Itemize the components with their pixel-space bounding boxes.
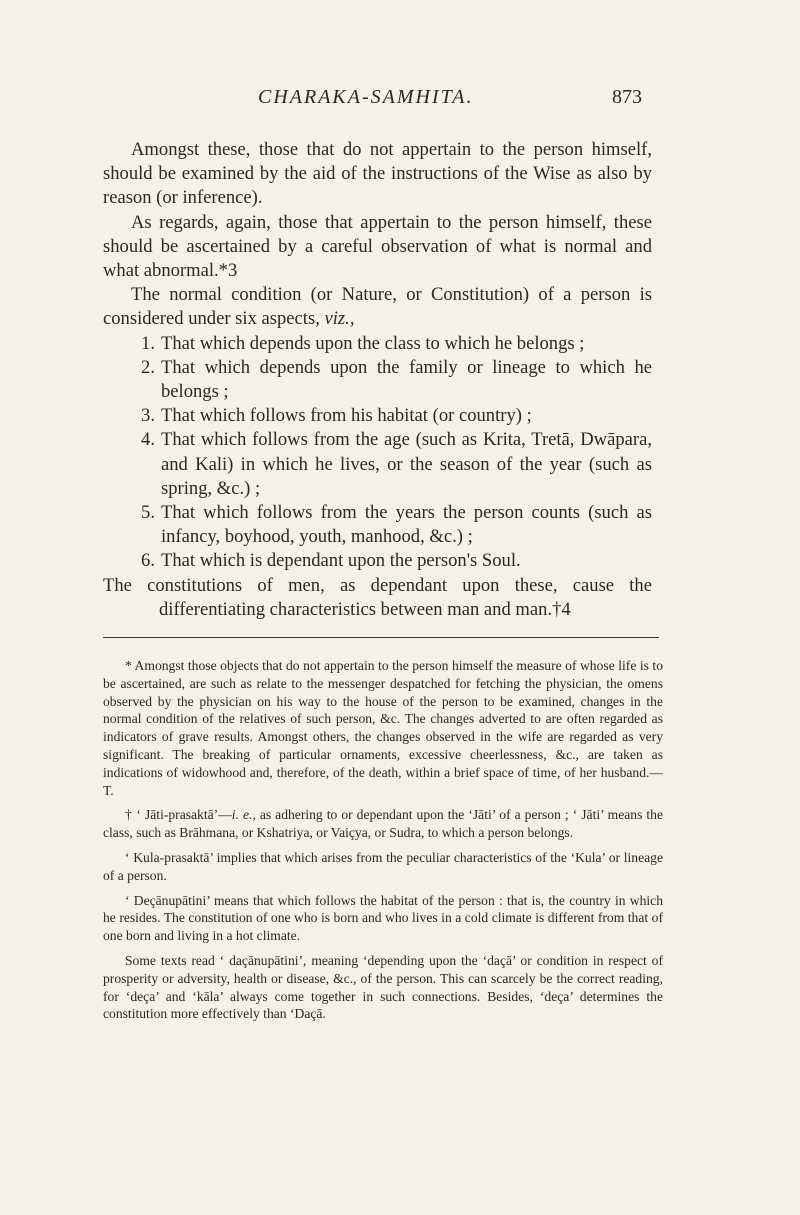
list-item-number: 4. — [141, 429, 155, 451]
list-item — [103, 428, 652, 501]
footnotes — [103, 657, 663, 1030]
page-header — [0, 86, 800, 116]
footnote-2 — [103, 806, 663, 842]
footnote-4: ‘ Deçānupātini’ means that which follows the habitat of the person : that is, the country in which he resides. The constitution of one who is born and who lives in a cold climate is different from that of one born and living in a hot climate. — [103, 892, 663, 944]
footnote-mark-1: *3 — [218, 260, 238, 282]
paragraph-2 — [103, 211, 652, 284]
list-item-number: 2. — [141, 356, 155, 378]
footnote-mark-2: †4 — [552, 598, 571, 620]
paragraph-3-text: The normal condition (or Nature, or Constitution) of a person is considered under six aspects, — [103, 284, 652, 330]
list-item — [103, 356, 652, 404]
paragraph-1: Amongst these, those that do not appertain to the person himself, should be examined by the aid of the instructions of the Wise as also by reason (or inference). — [103, 139, 652, 209]
main-text — [103, 138, 652, 622]
list-item-number: 5. — [141, 502, 155, 524]
ie-abbrev: i. e., — [231, 807, 256, 823]
list-item — [103, 332, 652, 356]
footnote-5: Some texts read ‘ daçānupātini’, meaning ‘depending upon the ‘daçā’ or condition in respect of prosperity or adversity, health or disease, &c., of the person. This can scarcely be the correct reading, for ‘deça’ and ‘kāla’ always come together in such connections. Besides, ‘deça’ determines the constitution more effectively than ‘Daçā. — [103, 952, 663, 1022]
list-item-text: That which follows from his habitat (or country) ; — [161, 405, 532, 427]
list-item-text: That which follows from the years the person counts (such as infancy, boyhood, youth, manhood, &c.) ; — [161, 502, 652, 548]
footnote-rule — [103, 637, 659, 638]
list-item-text: That which follows from the age (such as Krita, Tretā, Dwāpara, and Kali) in which he lives, or the season of the year (such as spring, &c.) ; — [161, 429, 652, 499]
list-item — [103, 501, 652, 549]
list-item-number: 3. — [141, 405, 155, 427]
list-item-text: That which depends upon the class to which he belongs ; — [161, 332, 585, 354]
list-item — [103, 404, 652, 428]
list-item-number: 1. — [141, 332, 155, 354]
conclusion-paragraph — [103, 574, 652, 622]
paragraph-2-text: As regards, again, those that appertain to the person himself, these should be ascertained by a careful observation of what is normal and what abnormal. — [103, 211, 652, 282]
list-item-text: That which is dependant upon the person's Soul. — [161, 550, 521, 572]
list-item — [103, 549, 652, 573]
footnote-2-text: as adhering to or dependant upon the ‘Jāti’ of a person ; ‘ Jāti’ means the class, such as Brāhmana, or Kshatriya, or Vaiçya, or Sudra, to which a person belongs. — [103, 807, 664, 841]
footnote-3: ‘ Kula-prasaktā’ implies that which arises from the peculiar characteristics of the ‘Kula’ or lineage of a person. — [103, 849, 663, 883]
list-item-number: 6. — [141, 550, 155, 572]
footnote-1: * Amongst those objects that do not appertain to the person himself the measure of whose life is to be ascertained, are such as relate to the messenger despatched for fetching the physician, the omens observed by the physician on his way to the house of the person to be examined, changes in the normal condition of the relatives of such person, &c. The changes adverted to are often regarded as indicators of grave results. Amongst others, the changes observed in the wife are regarded as very significant. The breaking of particular ornaments, excessive cheerlessness, &c., are taken as indications of widowhood and, therefore, of the death, within a brief space of time, of her husband.—T. — [103, 658, 663, 798]
aspects-list — [103, 332, 652, 574]
page-number: 873 — [612, 86, 642, 108]
list-item-text: That which depends upon the family or lineage to which he belongs ; — [161, 356, 652, 403]
paragraph-3 — [103, 283, 652, 331]
footnote-2-lead: † ‘ Jāti-prasaktā’— — [125, 807, 232, 823]
conclusion-text: The constitutions of men, as dependant upon these, cause the differentiating characteristics between man and man. — [103, 574, 652, 620]
running-head: CHARAKA-SAMHITA. — [258, 86, 474, 108]
viz-abbrev: viz., — [324, 308, 355, 330]
